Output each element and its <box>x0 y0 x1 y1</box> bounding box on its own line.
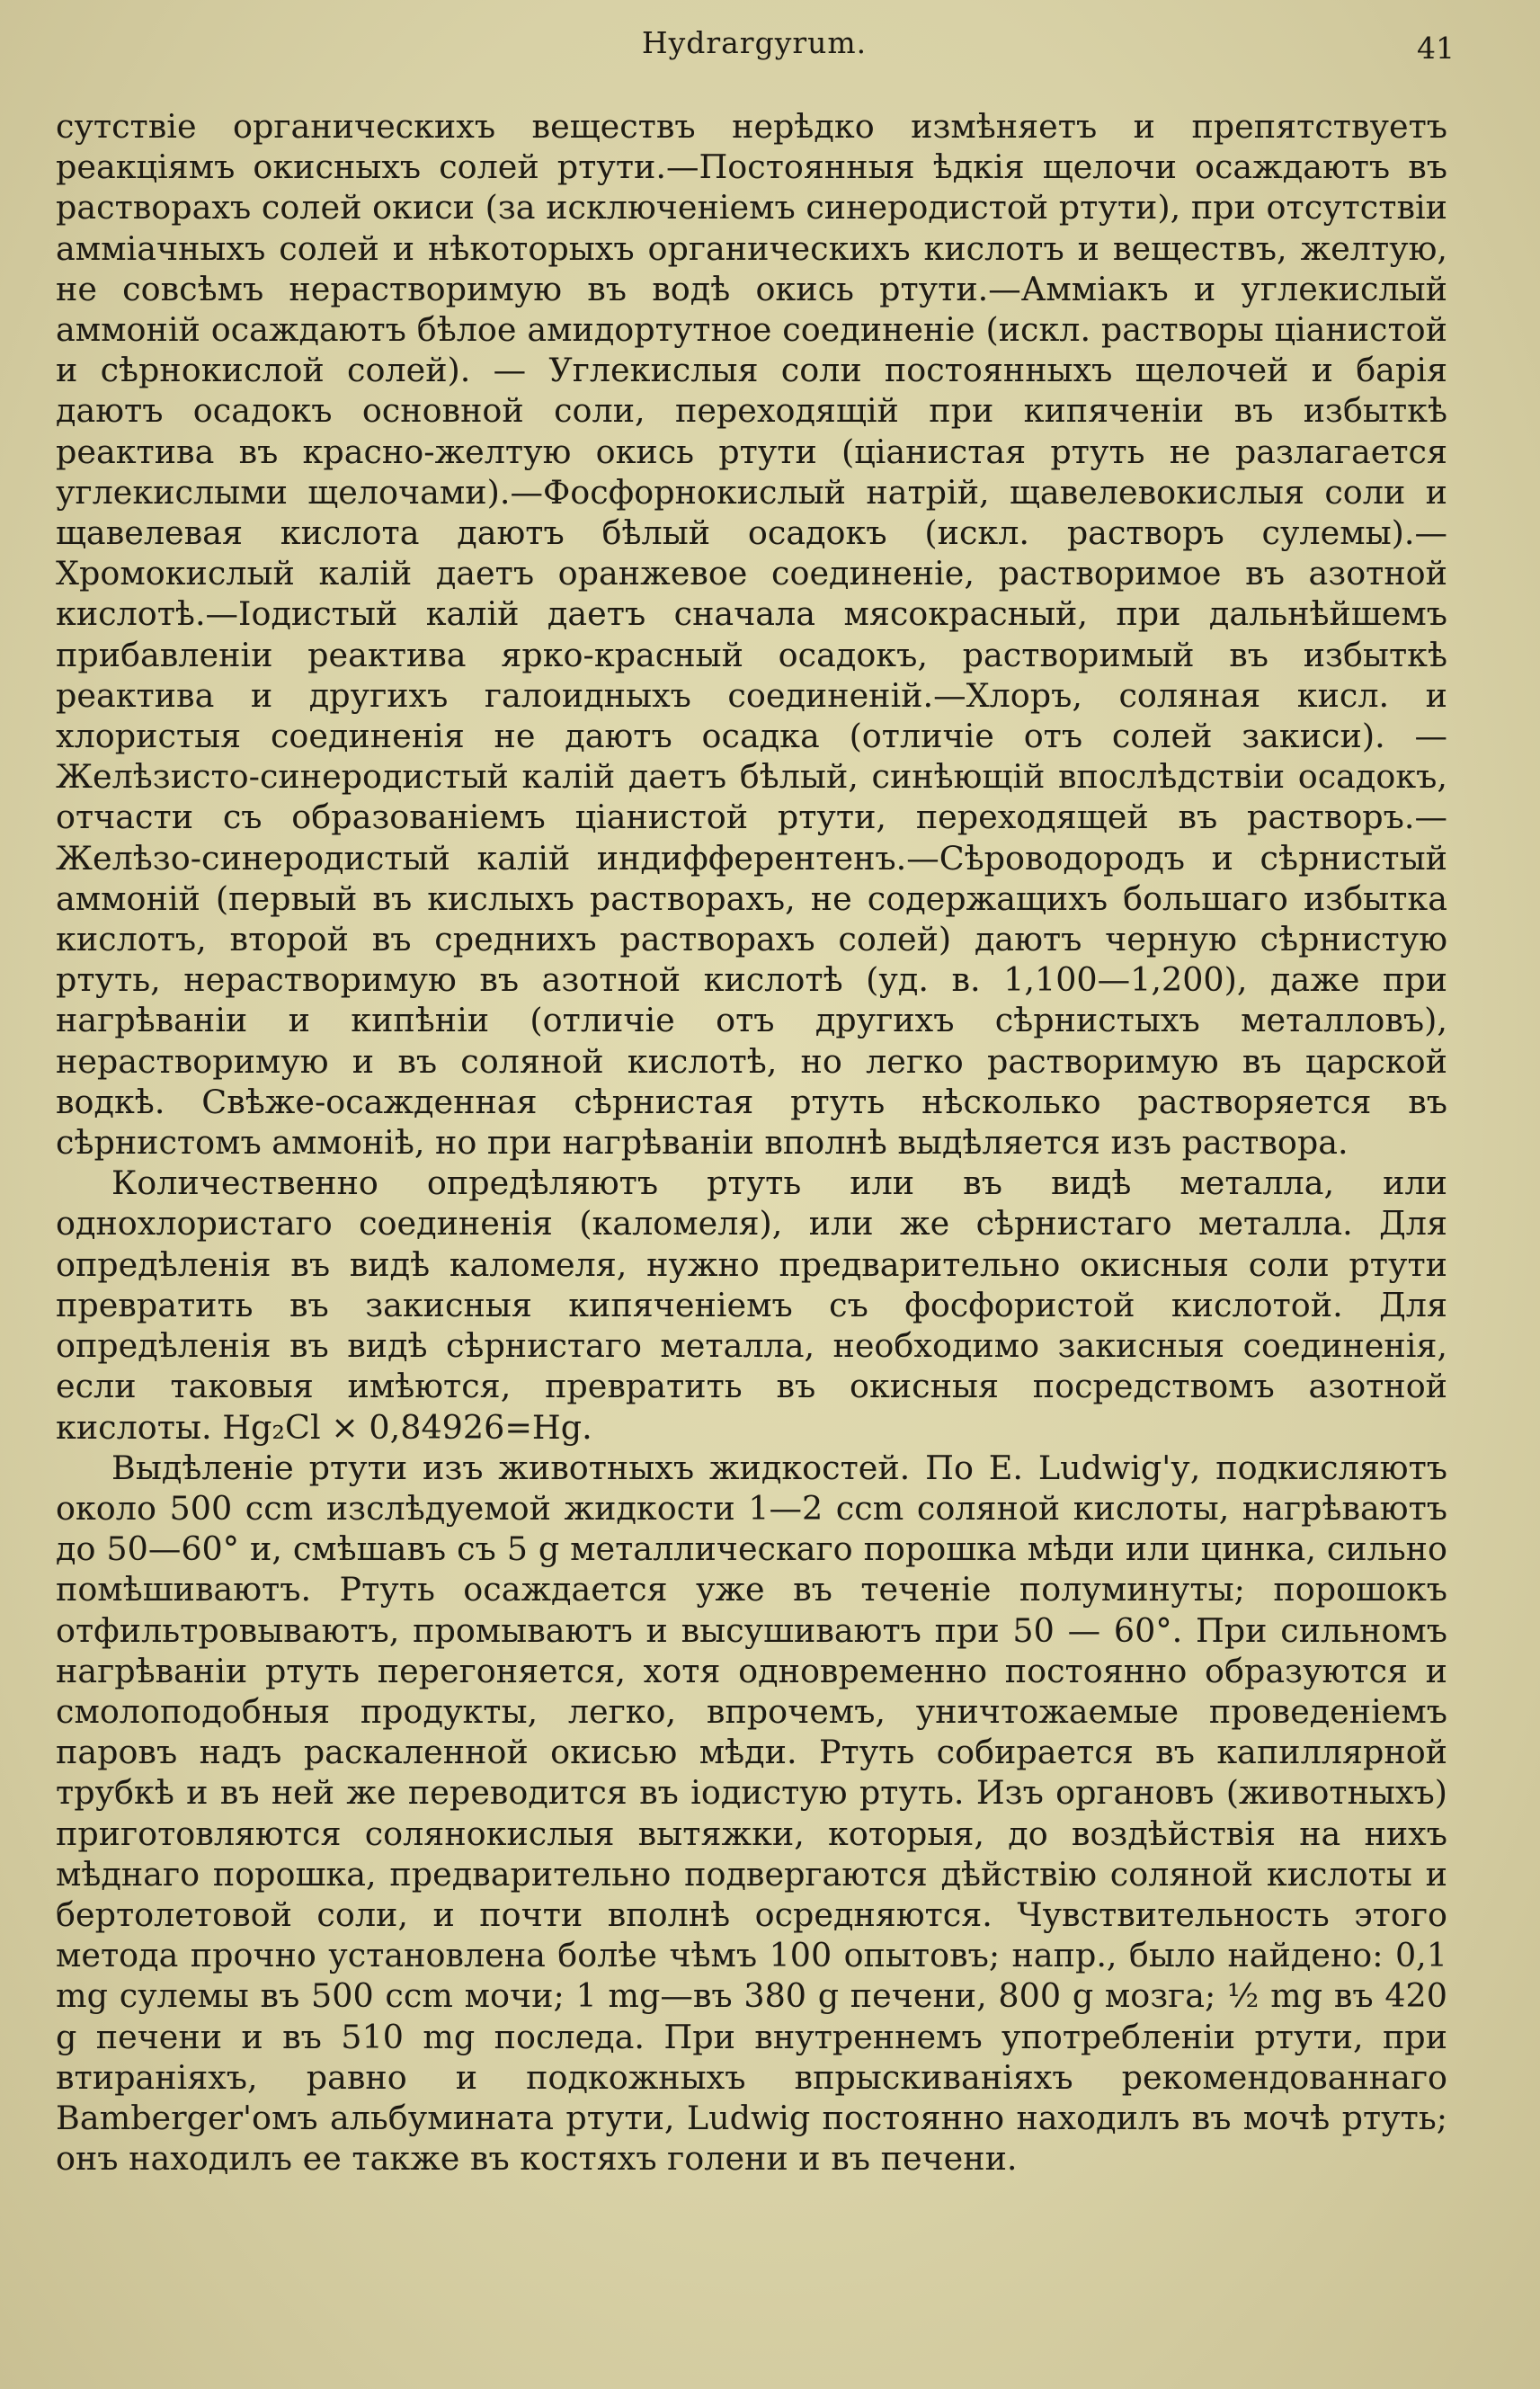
paragraph-quantitative: Количественно опредѣляютъ ртуть или въ видѣ металла, или однохлористаго соединенія (каломеля), или же сѣрнистаго металла. Для опредѣленія въ видѣ каломеля, нужно предварительно окисныя соли ртути превратить въ закисныя кипяченіемъ съ фосфористой кислотой. Для опредѣленія въ видѣ сѣрнистаго металла, необходимо закисныя соединенія, если таковыя имѣются, превратить въ окисныя посредствомъ азотной кислоты. Hg₂Cl × 0,84926=Hg. <box>56 1163 1447 1447</box>
body-text <box>56 106 1447 2179</box>
paragraph-reactions: сутствіе органическихъ веществъ нерѣдко измѣняетъ и препятствуетъ реакціямъ окисныхъ солей ртути.—Постоянныя ѣдкія щелочи осаждаютъ въ растворахъ солей окиси (за исключеніемъ синеродистой ртути), при отсутствіи амміачныхъ солей и нѣкоторыхъ органическихъ кислотъ и веществъ, желтую, не совсѣмъ нерастворимую въ водѣ окись ртути.—Аммiакъ и углекислый аммонiй осаждаютъ бѣлое амидортутное соединеніе (искл. растворы ціанистой и сѣрнокислой солей). — Углекислыя соли постоянныхъ щелочей и барія даютъ осадокъ основной соли, переходящій при кипяченіи въ избыткѣ реактива въ красно-желтую окись ртути (ціанистая ртуть не разлагается углекислыми щелочами).—Фосфорнокислый натрій, щавелевокислыя соли и щавелевая кислота даютъ бѣлый осадокъ (искл. растворъ сулемы).—Хромокислый калій даетъ оранжевое соединеніе, растворимое въ азотной кислотѣ.—Іодистый калій даетъ сначала мясокрасный, при дальнѣйшемъ прибавленіи реактива ярко-красный осадокъ, растворимый въ избыткѣ реактива и другихъ галоидныхъ соединеній.—Хлоръ, соляная кисл. и хлористыя соединенія не даютъ осадка (отличіе отъ солей закиси). — Желѣзисто-синеродистый калій даетъ бѣлый, синѣющій впослѣдствіи осадокъ, отчасти съ образованіемъ ціанистой ртути, переходящей въ растворъ.—Желѣзо-синеродистый калій индифферентенъ.—Сѣроводородъ и сѣрнистый аммоній (первый въ кислыхъ растворахъ, не содержащихъ большаго избытка кислотъ, второй въ среднихъ растворахъ солей) даютъ черную сѣрнистую ртуть, нерастворимую въ азотной кислотѣ (уд. в. 1,100—1,200), даже при нагрѣваніи и кипѣніи (отличіе отъ другихъ сѣрнистыхъ металловъ), нерастворимую и въ соляной кислотѣ, но легко растворимую въ царской водкѣ. Свѣже-осажденная сѣрнистая ртуть нѣсколько растворяется въ сѣрнистомъ аммоніѣ, но при нагрѣваніи вполнѣ выдѣляется изъ раствора. <box>56 107 1447 1163</box>
running-head <box>54 25 1455 70</box>
page-number: 41 <box>1417 31 1455 66</box>
paragraph-isolation: Выдѣленіе ртути изъ животныхъ жидкостей. По E. Ludwig'у, подкисляютъ около 500 ccm изслѣдуемой жидкости 1—2 ccm соляной кислоты, нагрѣваютъ до 50—60° и, смѣшавъ съ 5 g металлическаго порошка мѣди или цинка, сильно помѣшиваютъ. Ртуть осаждается уже въ теченіе полуминуты; порошокъ отфильтровываютъ, промываютъ и высушиваютъ при 50 — 60°. При сильномъ нагрѣваніи ртуть перегоняется, хотя одновременно постоянно образуются и смолоподобныя продукты, легко, впрочемъ, уничтожаемые проведеніемъ паровъ надъ раскаленной окисью мѣди. Ртуть собирается въ капиллярной трубкѣ и въ ней же переводится въ іодистую ртуть. Изъ органовъ (животныхъ) приготовляются солянокислыя вытяжки, которыя, до воздѣйствія на нихъ мѣднаго порошка, предварительно подвергаются дѣйствію соляной кислоты и бертолетовой соли, и почти вполнѣ осредняются. Чувствительность этого метода прочно установлена болѣе чѣмъ 100 опытовъ; напр., было найдено: 0,1 mg сулемы въ 500 ccm мочи; 1 mg—въ 380 g печени, 800 g мозга; ½ mg въ 420 g печени и въ 510 mg последа. При внутреннемъ употребленіи ртути, при втираніяхъ, равно и подкожныхъ впрыскиваніяхъ рекомендованнаго Bamberger'омъ альбумината ртути, Ludwig постоянно находилъ въ мочѣ ртуть; онъ находилъ ее также въ костяхъ голени и въ печени. <box>56 1448 1447 2179</box>
running-title: Hydrargyrum. <box>641 25 868 60</box>
